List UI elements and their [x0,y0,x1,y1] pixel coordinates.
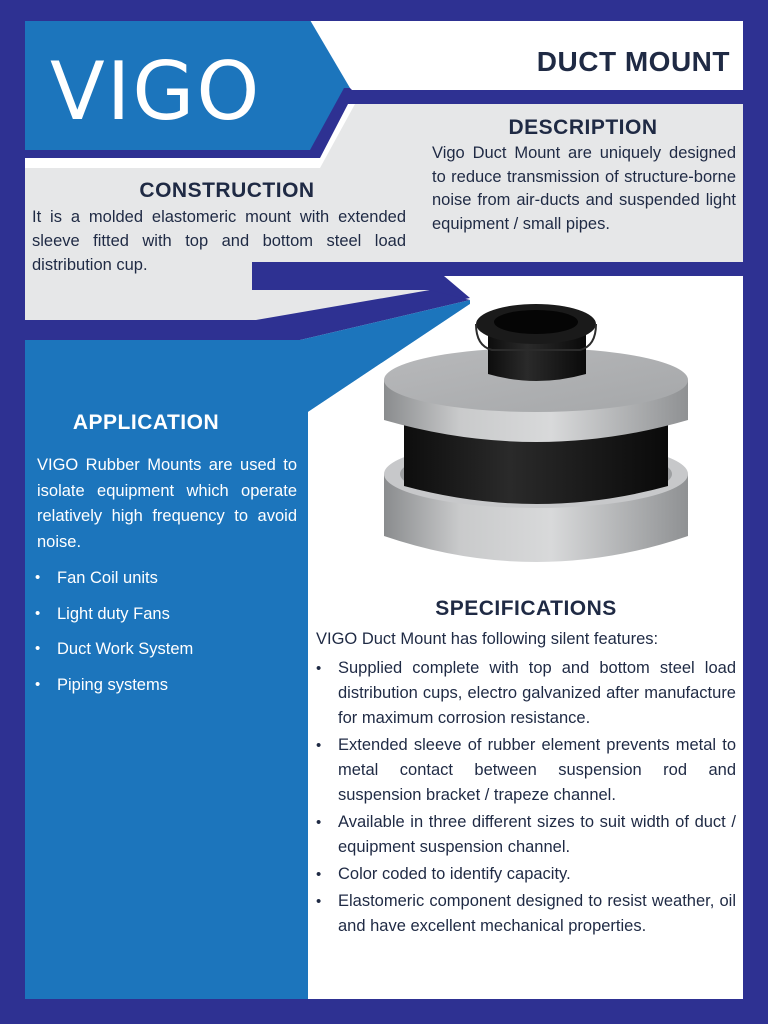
specification-item: • Supplied complete with top and bottom steel load distribution cups, electro galvanized after manufacture for maximum corrosion resistance. [316,656,736,731]
specifications-intro: VIGO Duct Mount has following silent features: [316,630,659,648]
application-item: • Piping systems [35,673,300,709]
duct-mount-product-icon [372,296,702,572]
application-item: • Fan Coil units [35,566,300,602]
specification-item: • Available in three different sizes to suit width of duct / equipment suspension channel. [316,810,736,860]
description-text: Vigo Duct Mount are uniquely designed to reduce transmission of structure-borne noise from air-ducts and suspended light equipment / small pipes. [432,144,736,233]
specifications-list [316,656,736,941]
description-heading: DESCRIPTION [508,116,658,139]
vigo-logo: VIGO [50,45,262,138]
specification-item: • Extended sleeve of rubber element prevents metal to metal contact between suspension rod and suspension bracket / trapeze channel. [316,733,736,808]
specifications-heading: SPECIFICATIONS [435,597,617,620]
construction-heading: CONSTRUCTION [139,179,315,202]
application-item: • Light duty Fans [35,602,300,638]
construction-text: It is a molded elastomeric mount with extended sleeve fitted with top and bottom steel load distribution cup. [32,208,406,274]
application-heading: APPLICATION [72,411,220,434]
application-list [35,566,300,708]
specification-item: • Elastomeric component designed to resist weather, oil and have excellent mechanical properties. [316,889,736,939]
application-text: VIGO Rubber Mounts are used to isolate equipment which operate relatively high frequency to avoid noise. [37,456,297,551]
specification-item: • Color coded to identify capacity. [316,862,736,887]
page-title: DUCT MOUNT [536,46,730,77]
application-item: • Duct Work System [35,637,300,673]
